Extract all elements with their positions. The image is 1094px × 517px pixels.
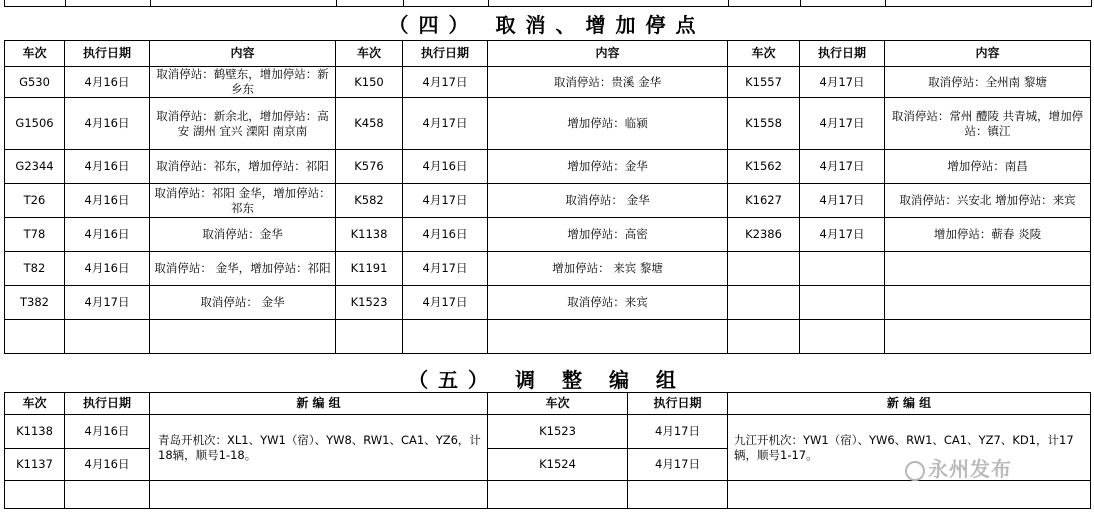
header-content: 内容 xyxy=(488,41,728,67)
train-number: K1138 xyxy=(336,218,403,252)
train-number: K458 xyxy=(336,98,403,150)
train-number: K1523 xyxy=(336,286,403,320)
stop-content: 取消停站：贵溪 金华 xyxy=(488,67,728,98)
header-train: 车次 xyxy=(488,393,628,415)
table-row xyxy=(5,218,1091,252)
train-number xyxy=(5,320,65,354)
header-date: 执行日期 xyxy=(65,41,150,67)
train-number: K1191 xyxy=(336,252,403,286)
exec-date: 4月16日 xyxy=(65,252,150,286)
exec-date: 4月16日 xyxy=(403,218,488,252)
stop-content: 增加停站：临颍 xyxy=(488,98,728,150)
table-row xyxy=(5,320,1091,354)
exec-date: 4月17日 xyxy=(65,286,150,320)
train-number: K1627 xyxy=(728,184,800,218)
table-row xyxy=(5,67,1091,98)
table-row xyxy=(5,252,1091,286)
exec-date: 4月17日 xyxy=(800,67,885,98)
train-number: K2386 xyxy=(728,218,800,252)
header-content: 内容 xyxy=(885,41,1091,67)
stop-change-table xyxy=(4,40,1091,354)
train-number xyxy=(336,320,403,354)
exec-date: 4月17日 xyxy=(800,98,885,150)
exec-date: 4月17日 xyxy=(800,184,885,218)
exec-date: 4月17日 xyxy=(800,150,885,184)
table-header-row xyxy=(5,41,1091,67)
stop-content: 取消停站：新余北，增加停站：高安 湖州 宜兴 溧阳 南京南 xyxy=(150,98,336,150)
header-new-consist: 新 编 组 xyxy=(150,393,488,415)
train-number: K1138 xyxy=(5,415,65,449)
stop-content: 取消停站：祁阳 金华，增加停站：祁东 xyxy=(150,184,336,218)
header-date: 执行日期 xyxy=(628,393,728,415)
watermark-logo-icon xyxy=(905,461,925,481)
table-row xyxy=(5,286,1091,320)
stop-content: 增加停站：蕲春 炎陵 xyxy=(885,218,1091,252)
stop-content: 取消停站：祁东，增加停站：祁阳 xyxy=(150,150,336,184)
exec-date xyxy=(403,320,488,354)
stop-content: 取消停站：兴安北 增加停站：来宾 xyxy=(885,184,1091,218)
stop-content: 取消停站： 金华，增加停站：祁阳 xyxy=(150,252,336,286)
top-strip xyxy=(4,0,1092,7)
train-number: T26 xyxy=(5,184,65,218)
train-number: K1562 xyxy=(728,150,800,184)
table-row xyxy=(5,184,1091,218)
stop-content: 增加停站：金华 xyxy=(488,150,728,184)
header-train: 车次 xyxy=(336,41,403,67)
header-date: 执行日期 xyxy=(800,41,885,67)
consist-change-table xyxy=(4,392,1091,509)
exec-date: 4月17日 xyxy=(403,286,488,320)
train-number: G1506 xyxy=(5,98,65,150)
exec-date: 4月16日 xyxy=(65,449,150,481)
exec-date: 4月17日 xyxy=(628,449,728,481)
train-number: K150 xyxy=(336,67,403,98)
stop-content: 取消停站：全州南 黎塘 xyxy=(885,67,1091,98)
header-train: 车次 xyxy=(728,41,800,67)
exec-date: 4月16日 xyxy=(65,218,150,252)
new-consist: 九江开机次：YW1（宿）、YW6、RW1、CA1、YZ7、KD1，计17辆，顺号1-17。 xyxy=(728,415,1091,481)
train-number: T382 xyxy=(5,286,65,320)
train-number: T78 xyxy=(5,218,65,252)
exec-date xyxy=(65,320,150,354)
exec-date: 4月16日 xyxy=(403,150,488,184)
stop-content: 增加停站：南昌 xyxy=(885,150,1091,184)
header-content: 内容 xyxy=(150,41,336,67)
stop-content xyxy=(885,320,1091,354)
exec-date: 4月17日 xyxy=(403,184,488,218)
train-number: G2344 xyxy=(5,150,65,184)
train-number: K576 xyxy=(336,150,403,184)
exec-date: 4月17日 xyxy=(800,218,885,252)
table-header-row xyxy=(5,393,1091,415)
header-date: 执行日期 xyxy=(403,41,488,67)
section4-title: （四） 取消、增加停点 xyxy=(388,13,706,37)
stop-content xyxy=(150,320,336,354)
exec-date xyxy=(800,286,885,320)
stop-content: 取消停站：来宾 xyxy=(488,286,728,320)
stop-content xyxy=(488,320,728,354)
exec-date: 4月17日 xyxy=(403,67,488,98)
stop-content: 取消停站： 金华 xyxy=(150,286,336,320)
train-number: K582 xyxy=(336,184,403,218)
table-row xyxy=(5,415,1091,449)
exec-date: 4月17日 xyxy=(403,98,488,150)
exec-date: 4月16日 xyxy=(65,98,150,150)
train-number: K1558 xyxy=(728,98,800,150)
table-row xyxy=(5,98,1091,150)
section5-title: （五） 调 整 编 组 xyxy=(408,368,686,392)
train-number xyxy=(728,252,800,286)
stop-content: 取消停站：金华 xyxy=(150,218,336,252)
header-date: 执行日期 xyxy=(65,393,150,415)
table-row xyxy=(5,481,1091,509)
exec-date: 4月16日 xyxy=(65,184,150,218)
exec-date: 4月16日 xyxy=(65,415,150,449)
train-number: K1524 xyxy=(488,449,628,481)
exec-date: 4月17日 xyxy=(403,252,488,286)
header-new-consist: 新 编 组 xyxy=(728,393,1091,415)
train-number: T82 xyxy=(5,252,65,286)
header-train: 车次 xyxy=(5,41,65,67)
stop-content: 取消停站：常州 醴陵 共青城，增加停站：镇江 xyxy=(885,98,1091,150)
exec-date: 4月16日 xyxy=(65,150,150,184)
train-number xyxy=(728,320,800,354)
train-number: K1137 xyxy=(5,449,65,481)
train-number xyxy=(728,286,800,320)
train-number: K1557 xyxy=(728,67,800,98)
stop-content: 增加停站： 来宾 黎塘 xyxy=(488,252,728,286)
stop-content: 取消停站： 金华 xyxy=(488,184,728,218)
exec-date: 4月17日 xyxy=(628,415,728,449)
exec-date xyxy=(800,252,885,286)
stop-content xyxy=(885,252,1091,286)
exec-date: 4月16日 xyxy=(65,67,150,98)
table-row xyxy=(5,150,1091,184)
train-number: K1523 xyxy=(488,415,628,449)
train-number: G530 xyxy=(5,67,65,98)
stop-content xyxy=(885,286,1091,320)
stop-content: 取消停站：鹤壁东，增加停站：新乡东 xyxy=(150,67,336,98)
new-consist: 青岛开机次：XL1、YW1（宿）、YW8、RW1、CA1、YZ6，计18辆，顺号1-18。 xyxy=(150,415,488,481)
watermark xyxy=(905,453,1012,482)
header-train: 车次 xyxy=(5,393,65,415)
exec-date xyxy=(800,320,885,354)
stop-content: 增加停站：高密 xyxy=(488,218,728,252)
watermark-text: 永州发布 xyxy=(928,457,1012,481)
